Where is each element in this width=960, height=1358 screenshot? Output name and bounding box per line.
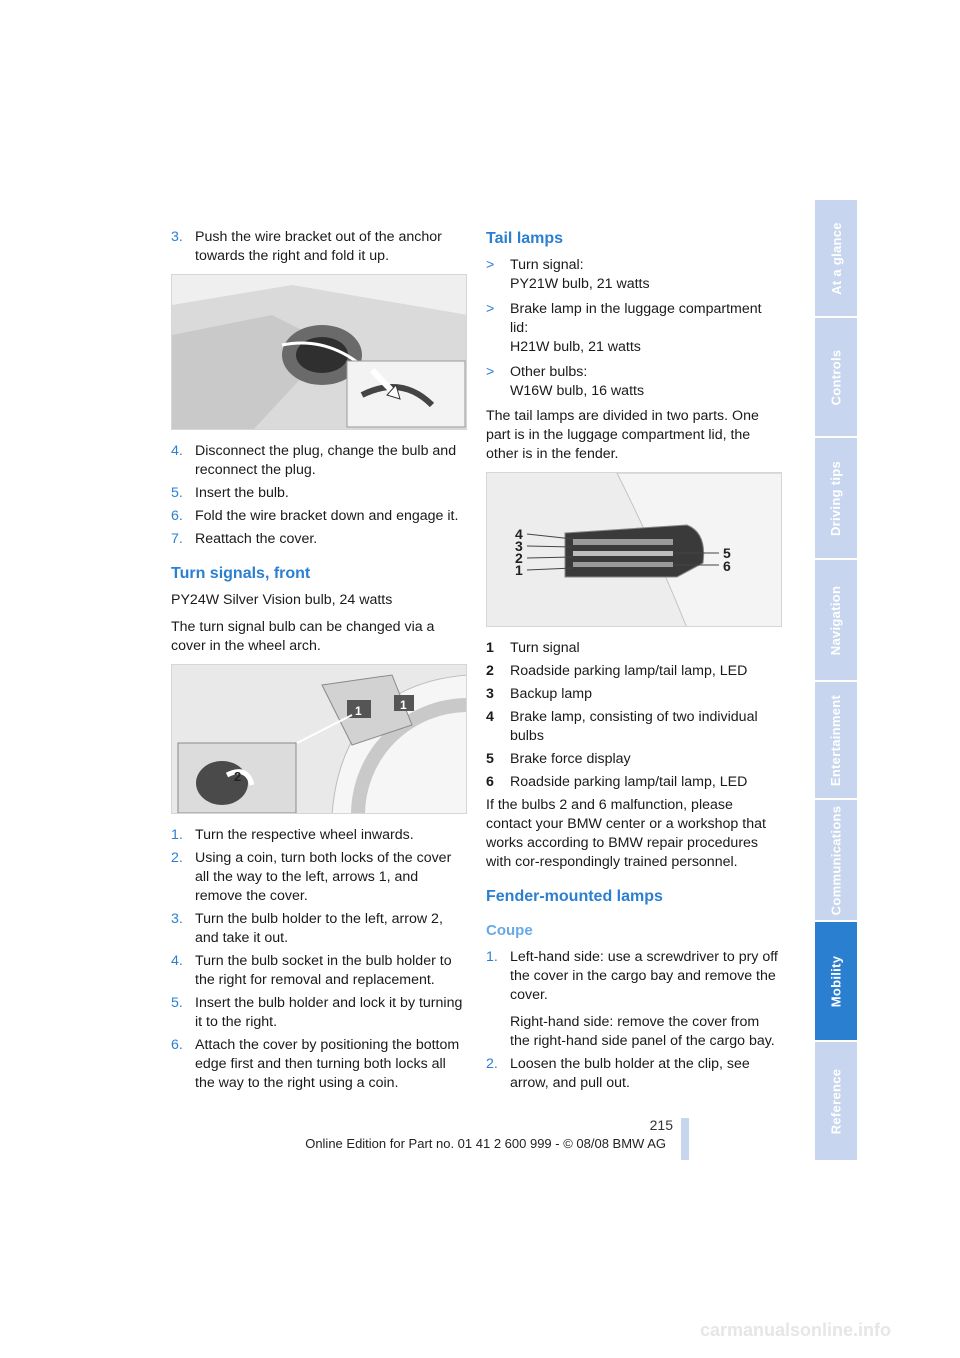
figure-label: 5 bbox=[723, 545, 731, 561]
chapter-tabs bbox=[815, 198, 857, 1160]
footer-bar bbox=[681, 1118, 689, 1160]
chapter-tab-navigation[interactable]: Navigation bbox=[815, 558, 857, 680]
section-heading: Tail lamps bbox=[486, 230, 564, 247]
step-text: Turn the bulb socket in the bulb holder to the right for removal and replacement. bbox=[195, 953, 452, 988]
paragraph: The tail lamps are divided in two parts. One part is in the luggage compartment lid, the other is in the fender. bbox=[486, 408, 759, 462]
legend-text: Brake force display bbox=[510, 751, 631, 767]
step-item bbox=[171, 826, 467, 845]
paragraph: The turn signal bulb can be changed via a cover in the wheel arch. bbox=[171, 619, 435, 654]
right-column bbox=[486, 228, 782, 1097]
legend-number: 1 bbox=[486, 640, 494, 656]
legend-text: Roadside parking lamp/tail lamp, LED bbox=[510, 663, 748, 679]
step-number: 3. bbox=[171, 229, 183, 245]
chapter-tab-driving-tips[interactable]: Driving tips bbox=[815, 436, 857, 558]
step-item bbox=[171, 484, 467, 503]
step-item bbox=[486, 948, 782, 1051]
step-item bbox=[171, 849, 467, 906]
chapter-tab-entertainment[interactable]: Entertainment bbox=[815, 680, 857, 798]
step-number: 3. bbox=[171, 911, 183, 927]
step-text: Using a coin, turn both locks of the cover all the way to the left, arrows 1, and remove the cover. bbox=[195, 850, 452, 904]
bullet-item bbox=[486, 300, 782, 357]
wheel-arch-illustration bbox=[172, 665, 467, 814]
legend-item bbox=[486, 685, 782, 704]
step-text: Insert the bulb. bbox=[195, 485, 289, 501]
bullet-marker: > bbox=[486, 364, 495, 380]
bullet-marker: > bbox=[486, 257, 495, 273]
bullet-text: Turn signal: PY21W bulb, 21 watts bbox=[510, 257, 650, 292]
step-number: 7. bbox=[171, 531, 183, 547]
legend-number: 4 bbox=[486, 709, 494, 725]
step-text: Insert the bulb holder and lock it by turning it to the right. bbox=[195, 995, 463, 1030]
legend-item bbox=[486, 639, 782, 658]
chapter-tab-reference[interactable]: Reference bbox=[815, 1040, 857, 1160]
chapter-tab-mobility[interactable]: Mobility bbox=[815, 920, 857, 1040]
legend-text: Turn signal bbox=[510, 640, 580, 656]
section-heading: Fender-mounted lamps bbox=[486, 888, 663, 905]
step-text: Turn the bulb holder to the left, arrow 2, and take it out. bbox=[195, 911, 443, 946]
step-number: 5. bbox=[171, 995, 183, 1011]
left-column bbox=[171, 228, 467, 1097]
legend-item bbox=[486, 708, 782, 746]
step-number: 1. bbox=[171, 827, 183, 843]
chapter-tab-at-a-glance[interactable]: At a glance bbox=[815, 198, 857, 316]
footer-edition: Online Edition for Part no. 01 41 2 600 999 - © 08/08 BMW AG bbox=[305, 1136, 666, 1151]
bullet-text: Brake lamp in the luggage compartment lid: H21W bulb, 21 watts bbox=[510, 301, 762, 355]
step-text: Push the wire bracket out of the anchor towards the right and fold it up. bbox=[195, 229, 442, 264]
figure-label: 2 bbox=[234, 769, 242, 784]
legend-text: Brake lamp, consisting of two individual bulbs bbox=[510, 709, 758, 744]
step-text: Attach the cover by positioning the bottom edge first and then turning both locks all the way to the right using a coin. bbox=[195, 1037, 460, 1091]
chapter-tab-controls[interactable]: Controls bbox=[815, 316, 857, 436]
chapter-tab-communications[interactable]: Communications bbox=[815, 798, 857, 920]
legend-text: Roadside parking lamp/tail lamp, LED bbox=[510, 774, 748, 790]
figure-label: 4 bbox=[515, 526, 523, 542]
figure-tail-lamp bbox=[486, 472, 782, 627]
legend-number: 2 bbox=[486, 663, 494, 679]
legend-number: 5 bbox=[486, 751, 494, 767]
figure-label: 1 bbox=[400, 698, 407, 712]
bullet-item bbox=[486, 363, 782, 401]
subsection-heading: Coupe bbox=[486, 922, 533, 939]
step-item bbox=[171, 994, 467, 1032]
figure-label: 1 bbox=[515, 562, 523, 578]
step-number: 4. bbox=[171, 443, 183, 459]
legend-item bbox=[486, 662, 782, 681]
legend-number: 3 bbox=[486, 686, 494, 702]
bullet-marker: > bbox=[486, 301, 495, 317]
step-item bbox=[171, 442, 467, 480]
page-number: 215 bbox=[649, 1117, 673, 1133]
step-item bbox=[171, 910, 467, 948]
step-text: Reattach the cover. bbox=[195, 531, 318, 547]
step-text: Fold the wire bracket down and engage it. bbox=[195, 508, 459, 524]
step-number: 6. bbox=[171, 1037, 183, 1053]
step-number: 1. bbox=[486, 949, 498, 965]
bullet-text: Other bulbs: W16W bulb, 16 watts bbox=[510, 364, 645, 399]
step-number: 6. bbox=[171, 508, 183, 524]
paragraph: If the bulbs 2 and 6 malfunction, please contact your BMW center or a workshop that works according to BMW repair procedures with cor-respondingly trained personnel. bbox=[486, 797, 766, 870]
legend-item bbox=[486, 750, 782, 769]
section-heading: Turn signals, front bbox=[171, 565, 311, 582]
figure-wire-bracket bbox=[171, 274, 467, 430]
step-text: Left-hand side: use a screwdriver to pry off the cover in the cargo bay and remove the cover. Right-hand side: remove the cover from the right-hand side panel of the cargo bay. bbox=[510, 949, 778, 1049]
bullet-item bbox=[486, 256, 782, 294]
step-number: 5. bbox=[171, 485, 183, 501]
step-text: Disconnect the plug, change the bulb and reconnect the plug. bbox=[195, 443, 457, 478]
step-item bbox=[171, 530, 467, 549]
tail-lamp-illustration bbox=[487, 473, 782, 627]
watermark: carmanualsonline.info bbox=[700, 1320, 892, 1340]
step-item bbox=[486, 1055, 782, 1093]
step-text: Turn the respective wheel inwards. bbox=[195, 827, 414, 843]
legend-number: 6 bbox=[486, 774, 494, 790]
figure-label: 6 bbox=[723, 558, 731, 574]
step-item bbox=[171, 952, 467, 990]
legend-item bbox=[486, 773, 782, 792]
step-item bbox=[171, 1036, 467, 1093]
step-number: 2. bbox=[486, 1056, 498, 1072]
step-number: 2. bbox=[171, 850, 183, 866]
legend-text: Backup lamp bbox=[510, 686, 593, 702]
figure-label: 1 bbox=[355, 704, 362, 718]
figure-wheel-arch bbox=[171, 664, 467, 814]
figure-label: 3 bbox=[515, 538, 523, 554]
step-text: Loosen the bulb holder at the clip, see arrow, and pull out. bbox=[510, 1056, 750, 1091]
step-number: 4. bbox=[171, 953, 183, 969]
step-item bbox=[171, 507, 467, 526]
step-item bbox=[171, 228, 467, 266]
paragraph: PY24W Silver Vision bulb, 24 watts bbox=[171, 592, 393, 608]
figure-label: 2 bbox=[515, 550, 523, 566]
wire-bracket-illustration bbox=[172, 275, 467, 430]
